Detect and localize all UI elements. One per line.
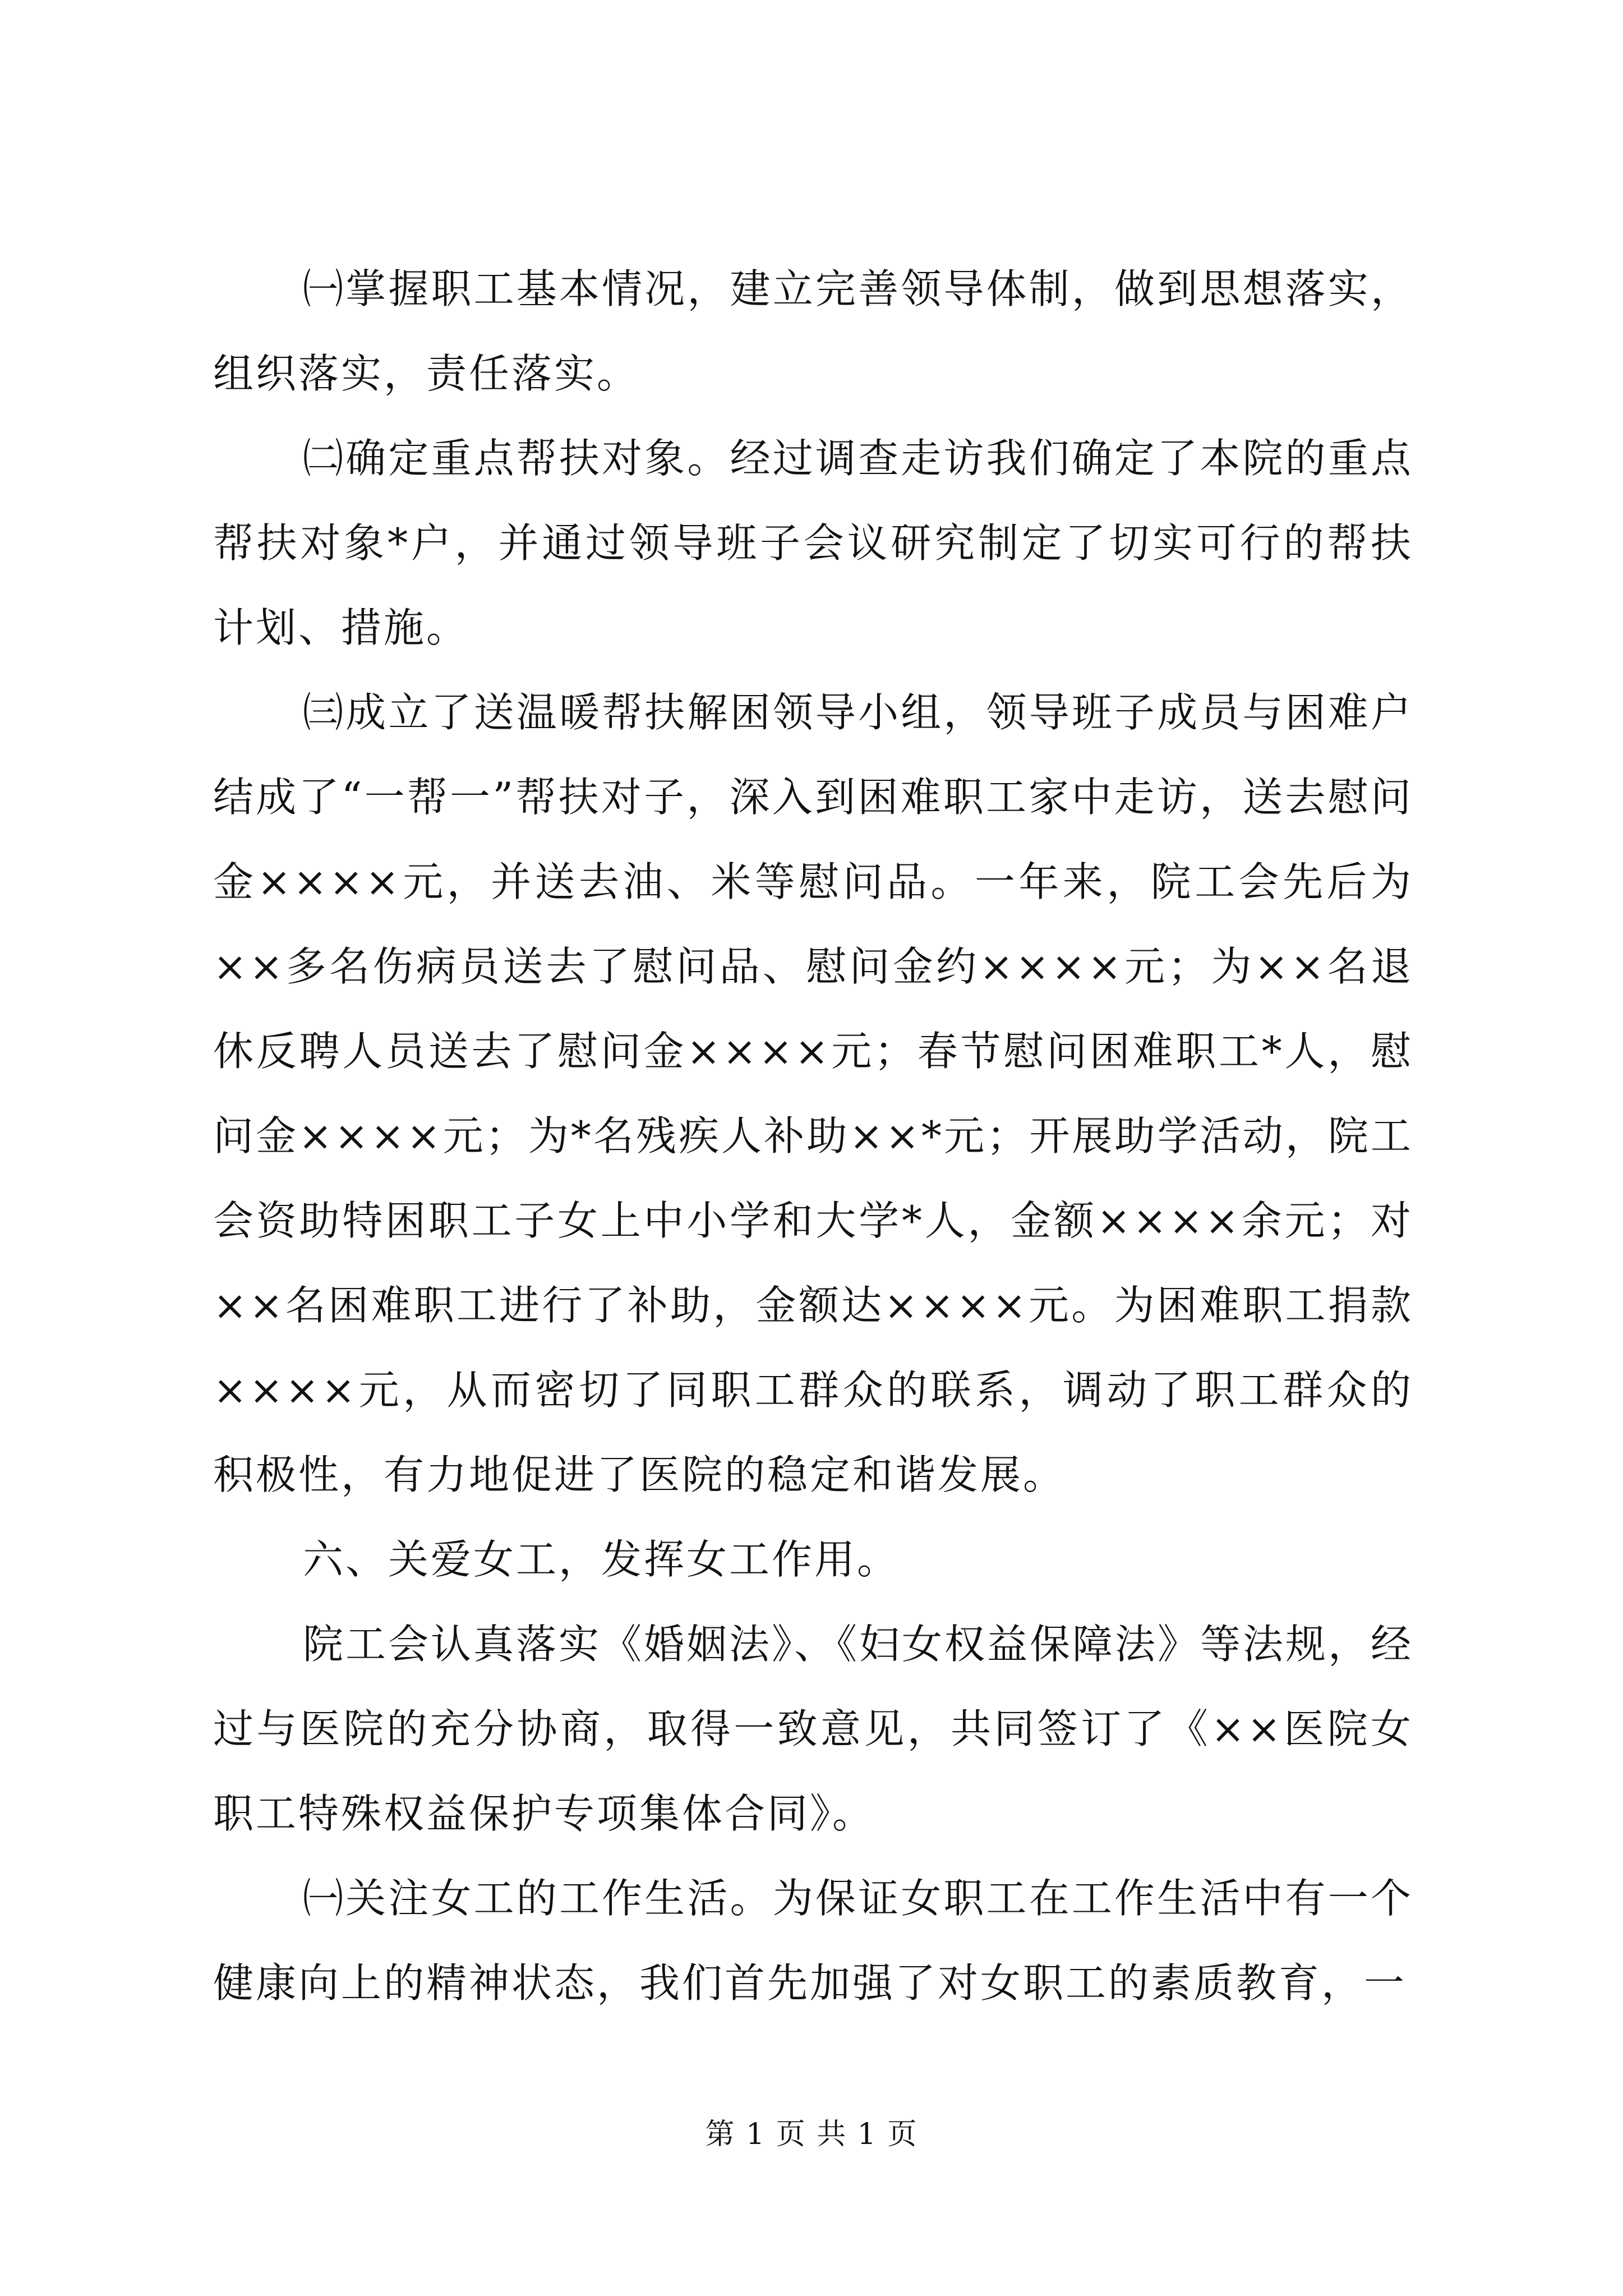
paragraph-female-rights-contract: 院工会认真落实《婚姻法》、《妇女权益保障法》等法规，经过与医院的充分协商，取得一致意见，共同签订了《××医院女职工特殊权益保护专项集体合同》。	[213, 1621, 1414, 1837]
paragraph-key-assistance-targets: ㈡确定重点帮扶对象。经过调查走访我们确定了本院的重点帮扶对象*户，并通过领导班子会议研究制定了切实可行的帮扶计划、措施。	[213, 435, 1413, 651]
paragraph-female-worker-life: ㈠关注女工的工作生活。为保证女职工在工作生活中有一个健康向上的精神状态，我们首先加强了对女职工的素质教育，一	[213, 1875, 1413, 2007]
paragraph-leadership-system: ㈠掌握职工基本情况，建立完善领导体制，做到思想落实，组织落实，责任落实。	[213, 265, 1413, 397]
section-heading-female-workers: 六、关爱女工，发挥女工作用。	[303, 1536, 900, 1583]
paragraph-warmth-assistance-group: ㈢成立了送温暖帮扶解困领导小组，领导班子成员与困难户结成了“一帮一”帮扶对子，深入到困难职工家中走访，送去慰问金××××元，并送去油、米等慰问品。一年来，院工会先后为××多名伤病员送去了慰问品、慰问金约××××元；为××名退休反聘人员送去了慰问金××××元；春节慰问困难职工*人，慰问金××××元；为*名残疾人补助××*元；开展助学活动，院工会资助特困职工子女上中小学和大学*人，金额××××余元；对××名困难职工进行了补助，金额达××××元。为困难职工捐款××××元，从而密切了同职工群众的联系，调动了职工群众的积极性，有力地促进了医院的稳定和谐发展。	[213, 689, 1413, 1498]
document-body	[213, 247, 1413, 2026]
page-number-footer: 第 1 页 共 1 页	[705, 2118, 918, 2151]
